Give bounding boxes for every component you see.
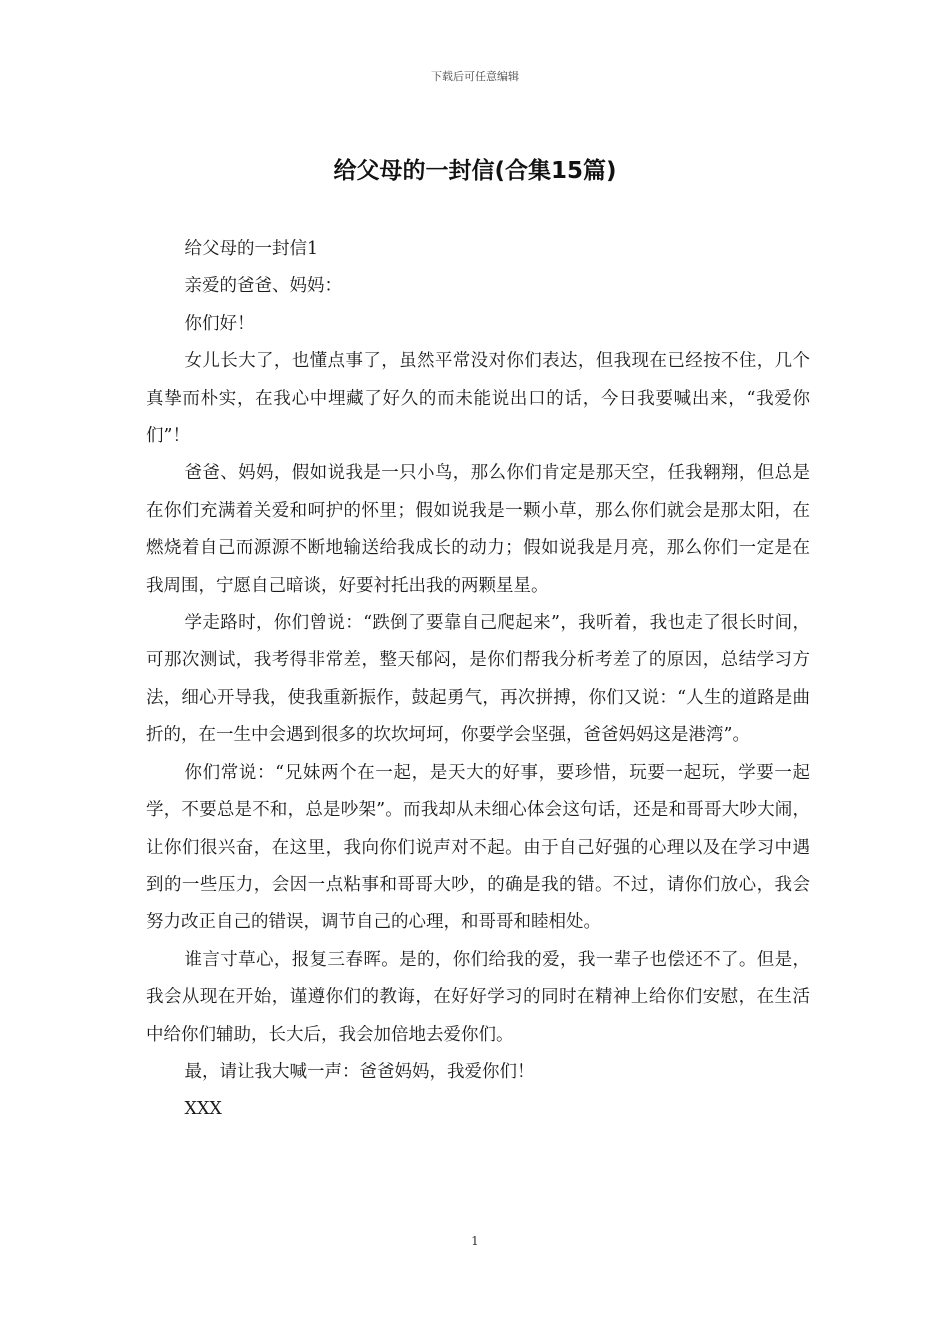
letter-greeting: 你们好！ — [184, 313, 255, 334]
letter-body — [146, 231, 810, 1129]
letter-paragraph: 学走路时，你们曾说：“跌倒了要靠自己爬起来”，我听着，我也走了很长时间，可那次测试，我考得非常差，整天郁闷，是你们帮我分析考差了的原因，总结学习方法，细心开导我，使我重新振作，鼓起勇气，再次拼搏，你们又说：“人生的道路是曲折的，在一生中会遇到很多的坎坎坷坷，你要学会坚强，爸爸妈妈这是港湾”。 — [146, 613, 810, 746]
letter-heading: 给父母的一封信1 — [184, 239, 319, 259]
document-title: 给父母的一封信(合集15篇) — [333, 158, 617, 184]
header-note: 下载后可任意编辑 — [431, 70, 519, 83]
letter-paragraph: 你们常说：“兄妹两个在一起，是天大的好事，要珍惜，玩要一起玩，学要一起学，不要总是不和，总是吵架”。而我却从未细心体会这句话，还是和哥哥大吵大闹，让你们很兴奋，在这里，我向你们说声对不起。由于自己好强的心理以及在学习中遇到的一些压力，会因一点粘事和哥哥大吵，的确是我的错。不过，请你们放心，我会努力改正自己的错误，调节自己的心理，和哥哥和睦相处。 — [146, 762, 810, 933]
letter-signature: XXX — [184, 1099, 222, 1120]
letter-closing: 最，请让我大喊一声：爸爸妈妈，我爱你们！ — [184, 1061, 535, 1082]
page-number: 1 — [471, 1234, 479, 1248]
letter-paragraph: 女儿长大了，也懂点事了，虽然平常没对你们表达，但我现在已经按不住，几个真挚而朴实，在我心中埋藏了好久的而未能说出口的话，今日我要喊出来，“我爱你们”！ — [146, 351, 810, 447]
letter-salutation: 亲爱的爸爸、妈妈： — [184, 276, 342, 297]
letter-paragraph: 爸爸、妈妈，假如说我是一只小鸟，那么你们肯定是那天空，任我翱翔，但总是在你们充满着关爱和呵护的怀里；假如说我是一颗小草，那么你们就会是那太阳，在燃烧着自己而源源不断地输送给我成长的动力；假如说我是月亮，那么你们一定是在我周围，宁愿自己暗谈，好要衬托出我的两颗星星。 — [146, 463, 810, 596]
letter-paragraph: 谁言寸草心，报复三春晖。是的，你们给我的爱，我一辈子也偿还不了。但是，我会从现在开始，谨遵你们的教诲，在好好学习的同时在精神上给你们安慰，在生活中给你们辅助，长大后，我会加倍地去爱你们。 — [146, 949, 810, 1045]
